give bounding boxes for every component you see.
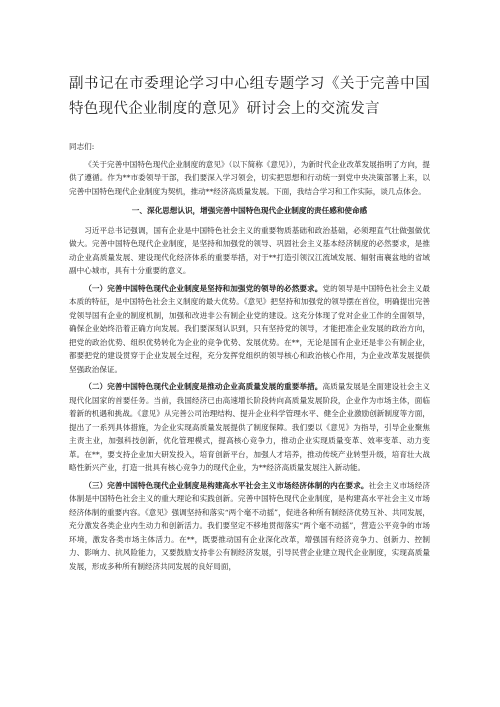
section-1-heading: 一、深化思想认识，增强完善中国特色现代企业制度的责任感和使命感 (131, 206, 368, 215)
subsection-3-text: 社会主义市场经济体制是中国特色社会主义的重大理论和实践创新。完善中国特色现代企业制度，是构建高水平社会主义市场经济体制的重要内容。《意见》强调坚持和落实“两个毫不动摇”，促进各种所有制经济优势互补、共同发展，充分激发各类企业内生动力和创新活力。我们要坚定不移地贯彻落实“两个毫不动摇”，营造公平竞争的市场环境，激发各类市场主体活力。在**，既要推动国有企业深化改革，增强国有经济竞争力、创新力、控制力、影响力、抗风险能力，又要鼓励支持非公有制经济发展，引导民营企业建立现代企业制度，实现高质量发展，形成多种所有制经济共同发展的良好局面， (69, 480, 431, 571)
subsection-1-heading: （一）完善中国特色现代企业制度是坚持和加强党的领导的必然要求。 (84, 283, 323, 293)
intro-paragraph: 《关于完善中国特色现代企业制度的意见》（以下简称《意见》），为新时代企业改革发展指明了方向，提供了遵循。作为**市委领导干部，我们要深入学习领会，切实把思想和行动统一到党中央决策部署上来，以完善中国特色现代企业制度为契机，推动**经济高质量发展。下面，我结合学习和工作实际，谈几点体会。 (69, 159, 430, 196)
subsection-2-heading: （二）完善中国特色现代企业制度是推动企业高质量发展的重要举措。 (84, 382, 323, 391)
greeting: 同志们: (69, 142, 95, 151)
section-1-paragraph: 习近平总书记强调，国有企业是中国特色社会主义的重要物质基础和政治基础，必须理直气壮做强做优做大。完善中国特色现代企业制度，是坚持和加强党的领导、巩固社会主义基本经济制度的必然要求，是推动企业高质量发展、建设现代化经济体系的重要举措，对于**打造引领汉江流域发展、辐射南襄盆地的省域副中心城市，具有十分重要的意义。 (69, 225, 430, 275)
subsection-3 (69, 479, 430, 574)
document-body (69, 140, 430, 573)
subsection-3-heading: （三）完善中国特色现代企业制度是构建高水平社会主义市场经济体制的内在要求。 (84, 480, 369, 490)
subsection-2-text: 高质量发展是全面建设社会主义现代化国家的首要任务。当前，我国经济已由高速增长阶段转向高质量发展阶段，企业作为市场主体，面临着新的机遇和挑战。《意见》从完善公司治理结构、提升企业科学管理水平、健全企业激励创新制度等方面，提出了一系列具体措施，为企业实现高质量发展提供了制度保障。我们要以《意见》为指导，引导企业聚焦主责主业，加强科技创新，优化管理模式，提高核心竞争力，推动企业实现质量变革、效率变革、动力变革。在**，要支持企业加大研发投入，培育创新平台，加强人才培养，推动传统产业转型升级，培育壮大战略性新兴产业，打造一批具有核心竞争力的现代企业，为**经济高质量发展注入新动能。 (69, 382, 431, 472)
document-title: 副书记在市委理论学习中心组专题学习《关于完善中国特色现代企业制度的意见》研讨会上的交流发言 (69, 76, 430, 117)
subsection-1-text: 党的领导是中国特色社会主义最本质的特征，是中国特色社会主义制度的最大优势。《意见》把坚持和加强党的领导摆在首位，明确提出完善党领导国有企业的制度机制，加强和改进非公有制企业党的建设。这充分体现了党对企业工作的全面领导，确保企业始终沿着正确方向发展。我们要深刻认识到，只有坚持党的领导，才能把准企业发展的政治方向，把党的政治优势、组织优势转化为企业的竞争优势、发展优势。在**，无论是国有企业还是非公有制企业，都要把党的建设贯穿于企业发展全过程，充分发挥党组织的领导核心和政治核心作用，为企业改革发展提供坚强政治保证。 (69, 283, 431, 374)
subsection-2 (69, 380, 430, 475)
subsection-1 (69, 282, 430, 377)
